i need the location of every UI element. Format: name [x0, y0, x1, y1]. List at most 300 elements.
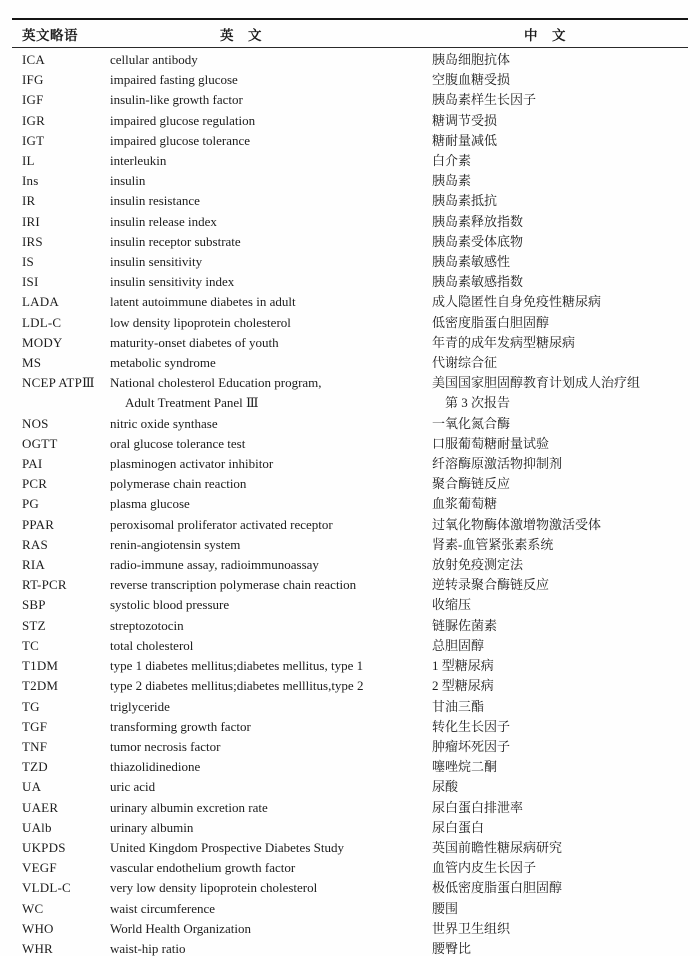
chinese-cell: [432, 656, 688, 676]
english-cell: [110, 535, 432, 555]
text-line: interleukin: [110, 153, 167, 169]
table-row: [22, 171, 688, 191]
text-line: 血管内皮生长因子: [432, 860, 537, 876]
text-line: IRI: [22, 213, 40, 229]
chinese-cell: [432, 111, 688, 131]
header-abbr: 英文略语: [22, 27, 78, 43]
text-line: RAS: [22, 536, 48, 552]
chinese-cell: [432, 353, 688, 373]
table-row: [22, 111, 688, 131]
table-row: [22, 494, 688, 514]
text-line: tumor necrosis factor: [110, 738, 221, 754]
abbr-cell: [22, 717, 110, 737]
table-row: [22, 878, 688, 898]
abbr-cell: [22, 70, 110, 90]
abbr-cell: [22, 131, 110, 151]
text-line: waist circumference: [110, 900, 216, 916]
table-row: [22, 939, 688, 956]
abbr-cell: [22, 353, 110, 373]
text-line: 尿白蛋白: [432, 819, 485, 835]
english-cell: [110, 777, 432, 797]
chinese-cell: [432, 494, 688, 514]
text-line: 腰臀比: [432, 940, 472, 956]
text-line: PCR: [22, 476, 48, 492]
english-cell: [110, 333, 432, 353]
text-line: streptozotocin: [110, 617, 184, 633]
chinese-cell: [432, 434, 688, 454]
table-row: [22, 131, 688, 151]
table-row: [22, 757, 688, 777]
table-row: [22, 373, 688, 413]
english-cell: [110, 50, 432, 70]
chinese-cell: [432, 232, 688, 252]
abbr-cell: [22, 899, 110, 919]
table-row: [22, 333, 688, 353]
text-line: 尿酸: [432, 779, 459, 795]
text-line: latent autoimmune diabetes in adult: [110, 294, 296, 310]
chinese-cell: [432, 313, 688, 333]
abbr-cell: [22, 414, 110, 434]
table-row: [22, 899, 688, 919]
chinese-cell: [432, 191, 688, 211]
abbr-cell: [22, 919, 110, 939]
text-line: low density lipoprotein cholesterol: [110, 314, 291, 330]
text-line: insulin sensitivity index: [110, 274, 235, 290]
table-row: [22, 212, 688, 232]
chinese-cell: [432, 899, 688, 919]
english-cell: [110, 798, 432, 818]
text-line: triglyceride: [110, 698, 170, 714]
text-line: UKPDS: [22, 839, 66, 855]
text-line: PAI: [22, 456, 43, 472]
text-line: vascular endothelium growth factor: [110, 860, 296, 876]
english-cell: [110, 899, 432, 919]
chinese-cell: [432, 838, 688, 858]
text-line: 成人隐匿性自身免疫性糖尿病: [432, 294, 602, 310]
text-line: transforming growth factor: [110, 718, 251, 734]
chinese-cell: [432, 90, 688, 110]
text-line: 胰岛素敏感性: [432, 254, 511, 270]
abbr-cell: [22, 494, 110, 514]
text-line: impaired glucose regulation: [110, 112, 256, 128]
text-line: 尿白蛋白排泄率: [432, 799, 524, 815]
chinese-cell: [432, 858, 688, 878]
abbr-cell: [22, 575, 110, 595]
text-line: OGTT: [22, 435, 58, 451]
table-row: [22, 353, 688, 373]
table-row: [22, 656, 688, 676]
chinese-cell: [432, 333, 688, 353]
table-row: [22, 858, 688, 878]
text-line: insulin-like growth factor: [110, 92, 243, 108]
chinese-cell: [432, 616, 688, 636]
english-cell: [110, 212, 432, 232]
english-cell: [110, 858, 432, 878]
abbr-cell: [22, 656, 110, 676]
table-row: [22, 454, 688, 474]
table-row: [22, 474, 688, 494]
text-line: WHO: [22, 920, 54, 936]
abbr-cell: [22, 595, 110, 615]
text-line: oral glucose tolerance test: [110, 435, 246, 451]
abbr-cell: [22, 434, 110, 454]
english-cell: [110, 151, 432, 171]
table-row: [22, 737, 688, 757]
english-cell: [110, 131, 432, 151]
table-row: [22, 151, 688, 171]
text-line: insulin: [110, 173, 146, 189]
chinese-cell: [432, 50, 688, 70]
chinese-cell: [432, 757, 688, 777]
abbr-cell: [22, 474, 110, 494]
text-line: ISI: [22, 274, 39, 290]
text-line: 代谢综合征: [432, 355, 498, 371]
text-line: United Kingdom Prospective Diabetes Study: [110, 839, 344, 855]
text-line: urinary albumin: [110, 819, 194, 835]
text-line: 转化生长因子: [432, 718, 511, 734]
text-line: impaired glucose tolerance: [110, 132, 251, 148]
text-line: Ins: [22, 173, 39, 189]
text-line: 聚合酶链反应: [432, 476, 511, 492]
text-line: insulin resistance: [110, 193, 200, 209]
table-row: [22, 535, 688, 555]
abbr-cell: [22, 50, 110, 70]
text-line: UAlb: [22, 819, 52, 835]
english-cell: [110, 919, 432, 939]
text-line: LDL-C: [22, 314, 62, 330]
english-cell: [110, 272, 432, 292]
text-line: 低密度脂蛋白胆固醇: [432, 314, 550, 330]
abbr-cell: [22, 252, 110, 272]
english-cell: [110, 70, 432, 90]
abbr-cell: [22, 798, 110, 818]
table-row: [22, 50, 688, 70]
text-line: World Health Organization: [110, 920, 251, 936]
chinese-cell: [432, 70, 688, 90]
abbr-cell: [22, 333, 110, 353]
text-line: 口服葡萄糖耐量试验: [432, 435, 550, 451]
table-row: [22, 636, 688, 656]
text-line: LADA: [22, 294, 59, 310]
text-line: polymerase chain reaction: [110, 476, 247, 492]
chinese-cell: [432, 474, 688, 494]
text-line: 英国前瞻性糖尿病研究: [432, 839, 563, 855]
text-line: maturity-onset diabetes of youth: [110, 334, 279, 350]
text-line: 胰岛素敏感指数: [432, 274, 524, 290]
text-line: total cholesterol: [110, 637, 194, 653]
text-line: RT-PCR: [22, 577, 67, 593]
text-line: plasma glucose: [110, 496, 190, 512]
header-english: 英 文: [220, 27, 262, 43]
chinese-cell: [432, 697, 688, 717]
chinese-cell: [432, 737, 688, 757]
abbr-cell: [22, 676, 110, 696]
table-row: [22, 414, 688, 434]
text-line: nitric oxide synthase: [110, 415, 218, 431]
chinese-cell: [432, 939, 688, 956]
text-line: T1DM: [22, 658, 59, 674]
text-line: 噻唑烷二酮: [432, 759, 498, 775]
table-row: [22, 777, 688, 797]
english-cell: [110, 373, 432, 413]
abbr-cell: [22, 616, 110, 636]
abbr-cell: [22, 151, 110, 171]
text-line: IGF: [22, 92, 44, 108]
text-line: TZD: [22, 759, 48, 775]
chinese-cell: [432, 717, 688, 737]
chinese-cell: [432, 171, 688, 191]
text-line: 收缩压: [432, 597, 472, 613]
chinese-cell: [432, 454, 688, 474]
english-cell: [110, 676, 432, 696]
text-line: 放射免疫测定法: [432, 557, 524, 573]
abbr-cell: [22, 272, 110, 292]
english-cell: [110, 171, 432, 191]
chinese-cell: [432, 919, 688, 939]
text-line: WC: [22, 900, 44, 916]
text-line: IGR: [22, 112, 45, 128]
text-line: IR: [22, 193, 36, 209]
table-row: [22, 616, 688, 636]
chinese-cell: [432, 636, 688, 656]
english-cell: [110, 595, 432, 615]
text-line: 1 型糖尿病: [432, 658, 494, 674]
chinese-cell: [432, 151, 688, 171]
text-line: WHR: [22, 940, 53, 956]
text-line: UAER: [22, 799, 59, 815]
chinese-cell: [432, 595, 688, 615]
table-row: [22, 555, 688, 575]
text-line: insulin receptor substrate: [110, 233, 241, 249]
table-body: [12, 48, 688, 956]
chinese-cell: [432, 777, 688, 797]
text-line: IL: [22, 153, 35, 169]
table-row: [22, 838, 688, 858]
chinese-cell: [432, 515, 688, 535]
english-cell: [110, 616, 432, 636]
table-row: [22, 818, 688, 838]
abbr-cell: [22, 454, 110, 474]
text-line: VLDL-C: [22, 880, 71, 896]
abbr-cell: [22, 818, 110, 838]
table-header: [12, 20, 688, 47]
chinese-cell: [432, 818, 688, 838]
text-line: NCEP ATPⅢ: [22, 375, 95, 391]
text-line: IFG: [22, 72, 44, 88]
text-line: systolic blood pressure: [110, 597, 230, 613]
text-line: 逆转录聚合酶链反应: [432, 577, 550, 593]
text-line: 极低密度脂蛋白胆固醇: [432, 880, 563, 896]
abbr-cell: [22, 838, 110, 858]
text-line: metabolic syndrome: [110, 355, 216, 371]
english-cell: [110, 757, 432, 777]
abbr-cell: [22, 535, 110, 555]
text-line: 2 型糖尿病: [432, 678, 494, 694]
text-line: National cholesterol Education program,: [110, 375, 322, 391]
english-cell: [110, 313, 432, 333]
abbr-cell: [22, 858, 110, 878]
abbr-cell: [22, 757, 110, 777]
text-line: 空腹血糖受损: [432, 72, 511, 88]
text-line: IGT: [22, 132, 45, 148]
english-cell: [110, 697, 432, 717]
text-line: renin-angiotensin system: [110, 536, 241, 552]
table-row: [22, 575, 688, 595]
text-line: type 1 diabetes mellitus;diabetes mellitus, type 1: [110, 658, 364, 674]
text-line: 链脲佐菌素: [432, 617, 498, 633]
english-cell: [110, 454, 432, 474]
abbr-cell: [22, 777, 110, 797]
text-line: 血浆葡萄糖: [432, 496, 498, 512]
english-cell: [110, 191, 432, 211]
text-line: 总胆固醇: [432, 637, 485, 653]
text-line: peroxisomal proliferator activated receptor: [110, 516, 333, 532]
english-cell: [110, 292, 432, 312]
text-line: 胰岛素: [432, 173, 472, 189]
table-row: [22, 697, 688, 717]
abbreviation-table: [12, 18, 688, 956]
text-line: UA: [22, 779, 42, 795]
text-line: reverse transcription polymerase chain reaction: [110, 577, 357, 593]
text-line: 糖调节受损: [432, 112, 498, 128]
text-line: 胰岛素受体底物: [432, 233, 524, 249]
abbr-cell: [22, 373, 110, 413]
text-line: 美国国家胆固醇教育计划成人治疗组: [432, 375, 641, 391]
text-line: 腰围: [432, 900, 459, 916]
english-cell: [110, 656, 432, 676]
text-line: TG: [22, 698, 40, 714]
text-line: SBP: [22, 597, 46, 613]
english-cell: [110, 434, 432, 454]
chinese-cell: [432, 373, 688, 413]
chinese-cell: [432, 212, 688, 232]
english-cell: [110, 575, 432, 595]
table-row: [22, 717, 688, 737]
text-line: VEGF: [22, 860, 57, 876]
text-line: impaired fasting glucose: [110, 72, 238, 88]
text-line: thiazolidinedione: [110, 759, 201, 775]
text-line: 胰岛素样生长因子: [432, 92, 537, 108]
text-line: Adult Treatment Panel Ⅲ: [125, 395, 259, 411]
text-line: 肾素-血管紧张素系统: [432, 536, 554, 552]
table-row: [22, 90, 688, 110]
chinese-cell: [432, 292, 688, 312]
text-line: 胰岛细胞抗体: [432, 52, 511, 67]
english-cell: [110, 494, 432, 514]
abbr-cell: [22, 313, 110, 333]
abbr-cell: [22, 636, 110, 656]
text-line: 胰岛素抵抗: [432, 193, 498, 209]
abbr-cell: [22, 697, 110, 717]
text-line: STZ: [22, 617, 46, 633]
text-line: urinary albumin excretion rate: [110, 799, 268, 815]
text-line: 一氧化氮合酶: [432, 415, 511, 431]
table-row: [22, 798, 688, 818]
text-line: RIA: [22, 557, 45, 573]
table-row: [22, 191, 688, 211]
english-cell: [110, 939, 432, 956]
chinese-cell: [432, 878, 688, 898]
text-line: 年青的成年发病型糖尿病: [432, 334, 576, 350]
table-row: [22, 252, 688, 272]
english-cell: [110, 737, 432, 757]
table-row: [22, 292, 688, 312]
text-line: radio-immune assay, radioimmunoassay: [110, 557, 319, 573]
text-line: 甘油三酯: [432, 698, 485, 714]
english-cell: [110, 878, 432, 898]
abbr-cell: [22, 939, 110, 956]
table-row: [22, 272, 688, 292]
abbr-cell: [22, 878, 110, 898]
abbr-cell: [22, 737, 110, 757]
chinese-cell: [432, 535, 688, 555]
table-row: [22, 70, 688, 90]
text-line: 胰岛素释放指数: [432, 213, 524, 229]
chinese-cell: [432, 414, 688, 434]
header-chinese: 中 文: [524, 27, 566, 43]
english-cell: [110, 232, 432, 252]
english-cell: [110, 838, 432, 858]
text-line: TC: [22, 637, 40, 653]
abbr-cell: [22, 292, 110, 312]
text-line: uric acid: [110, 779, 156, 795]
text-line: 过氧化物酶体激增物激活受体: [432, 516, 602, 532]
text-line: IS: [22, 254, 34, 270]
english-cell: [110, 474, 432, 494]
text-line: MS: [22, 355, 42, 371]
table-row: [22, 595, 688, 615]
chinese-cell: [432, 272, 688, 292]
chinese-cell: [432, 676, 688, 696]
english-cell: [110, 111, 432, 131]
abbr-cell: [22, 212, 110, 232]
english-cell: [110, 555, 432, 575]
text-line: TNF: [22, 738, 48, 754]
text-line: ICA: [22, 52, 45, 67]
table-row: [22, 434, 688, 454]
abbr-cell: [22, 171, 110, 191]
chinese-cell: [432, 798, 688, 818]
text-line: insulin release index: [110, 213, 217, 229]
text-line: 世界卫生组织: [432, 920, 511, 936]
text-line: cellular antibody: [110, 52, 198, 67]
text-line: TGF: [22, 718, 48, 734]
chinese-cell: [432, 575, 688, 595]
text-line: 肿瘤坏死因子: [432, 738, 511, 754]
table-row: [22, 515, 688, 535]
english-cell: [110, 90, 432, 110]
table-row: [22, 919, 688, 939]
abbr-cell: [22, 111, 110, 131]
text-line: waist-hip ratio: [110, 940, 186, 956]
english-cell: [110, 515, 432, 535]
text-line: very low density lipoprotein cholesterol: [110, 880, 318, 896]
text-line: 第 3 次报告: [445, 395, 511, 411]
text-line: 纤溶酶原激活物抑制剂: [432, 456, 563, 472]
abbr-cell: [22, 90, 110, 110]
english-cell: [110, 252, 432, 272]
english-cell: [110, 414, 432, 434]
text-line: IRS: [22, 233, 43, 249]
text-line: T2DM: [22, 678, 59, 694]
text-line: PG: [22, 496, 40, 512]
english-cell: [110, 818, 432, 838]
chinese-cell: [432, 131, 688, 151]
chinese-cell: [432, 252, 688, 272]
abbr-cell: [22, 555, 110, 575]
table-row: [22, 676, 688, 696]
text-line: PPAR: [22, 516, 55, 532]
